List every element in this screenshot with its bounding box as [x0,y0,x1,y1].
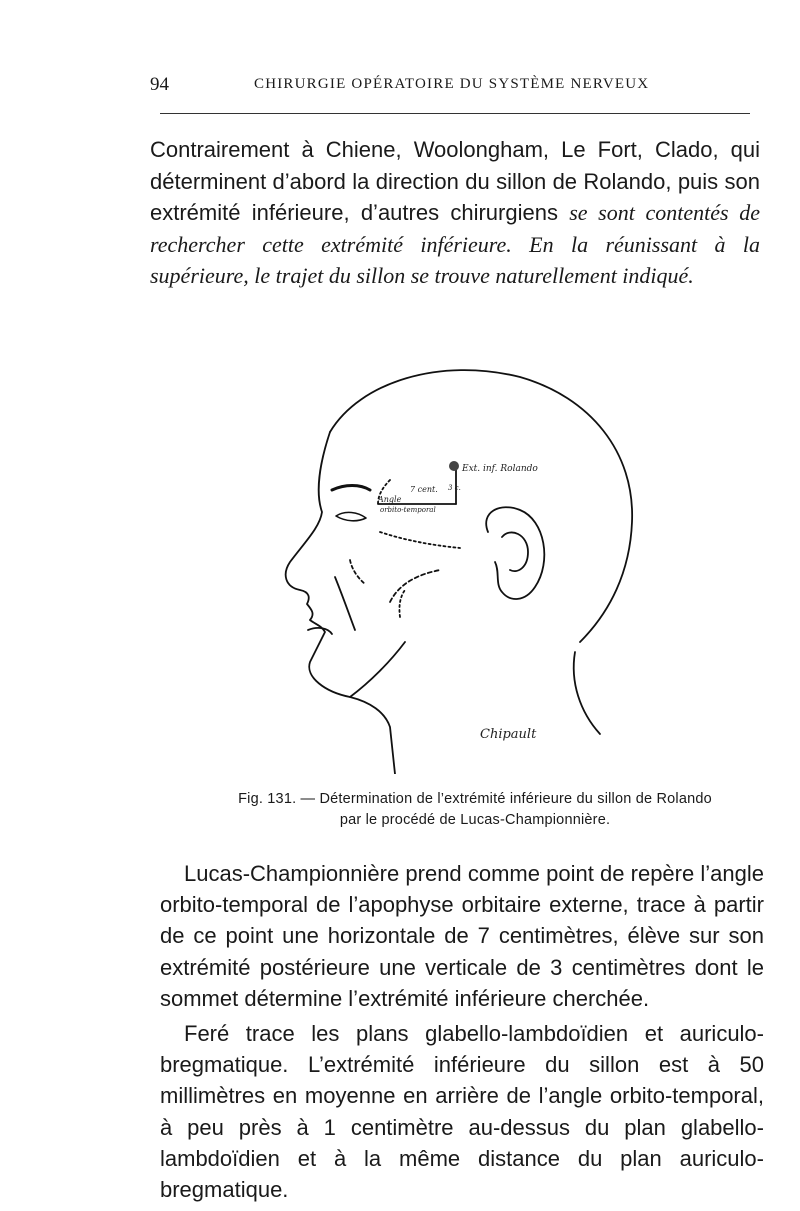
paragraph-1-italic: se sont contentés de rechercher cette extrémité inférieure. En la réunissant à la supérieure, le trajet du sillon se trouve naturellement indiqué. [150,200,760,288]
extremity-point [449,461,459,471]
temporal-dashed-line [380,532,460,548]
figure-caption [180,789,770,831]
illustrator-signature: Chipault [480,727,537,742]
eye [336,512,366,520]
label-3cm: 3 c. [448,484,461,492]
nasolabial-line [335,577,355,630]
header-rule [160,113,750,114]
ear-inner [502,532,528,571]
label-orbito-temporal: orbito-temporal [380,506,436,514]
caption-line-1: Fig. 131. — Détermination de l’extrémité inférieure du sillon de Rolando [238,791,712,807]
label-angle: Angle [378,495,402,504]
cheek-contour [390,570,440,602]
paragraph-2: Lucas-Championnière prend comme point de repère l’angle orbito-temporal de l’apophyse orbitaire externe, trace à partir de ce point une horizontale de 7 centimètres, élève sur son extrémité postérieure une verticale de 3 centimètres dont le sommet détermine l’extrémité inférieure cherchée. [160,861,764,1011]
paragraph-3: Feré trace les plans glabello-lambdoïdien et auriculo-bregmatique. L’extrémité inférieure du sillon est à 50 millimètres en moyenne en arrière de l’angle orbito-temporal, à peu près à 1 centimètre au-dessus du plan glabello-lambdoïdien et à la même distance du plan auriculo-bregmatique. [160,1021,764,1203]
label-7cm: 7 cent. [410,485,438,494]
ear [486,507,544,599]
zygoma-line [399,590,405,617]
neck-back [574,652,600,734]
running-title: CHIRURGIE OPÉRATOIRE DU SYSTÈME NERVEUX [254,76,650,92]
head-profile-figure [270,362,650,774]
face-profile [286,432,395,774]
cheek-line [350,560,365,584]
eyebrow [332,486,370,491]
label-extremity: Ext. inf. Rolando [462,464,538,474]
page-header [150,74,750,96]
jaw-line [350,642,405,697]
paragraph-1 [150,134,760,292]
paragraph-1-text: Contrairement à Chiene, Woolongham, Le Fort, Clado, qui déterminent d’abord la direction du sillon de Rolando, puis son extrémité inférieure, d’autres chirurgiens [150,137,760,225]
lips [308,628,332,634]
page-number: 94 [150,74,169,95]
skull-outline [330,370,632,642]
caption-line-2: par le procédé de Lucas-Championnière. [339,812,611,828]
